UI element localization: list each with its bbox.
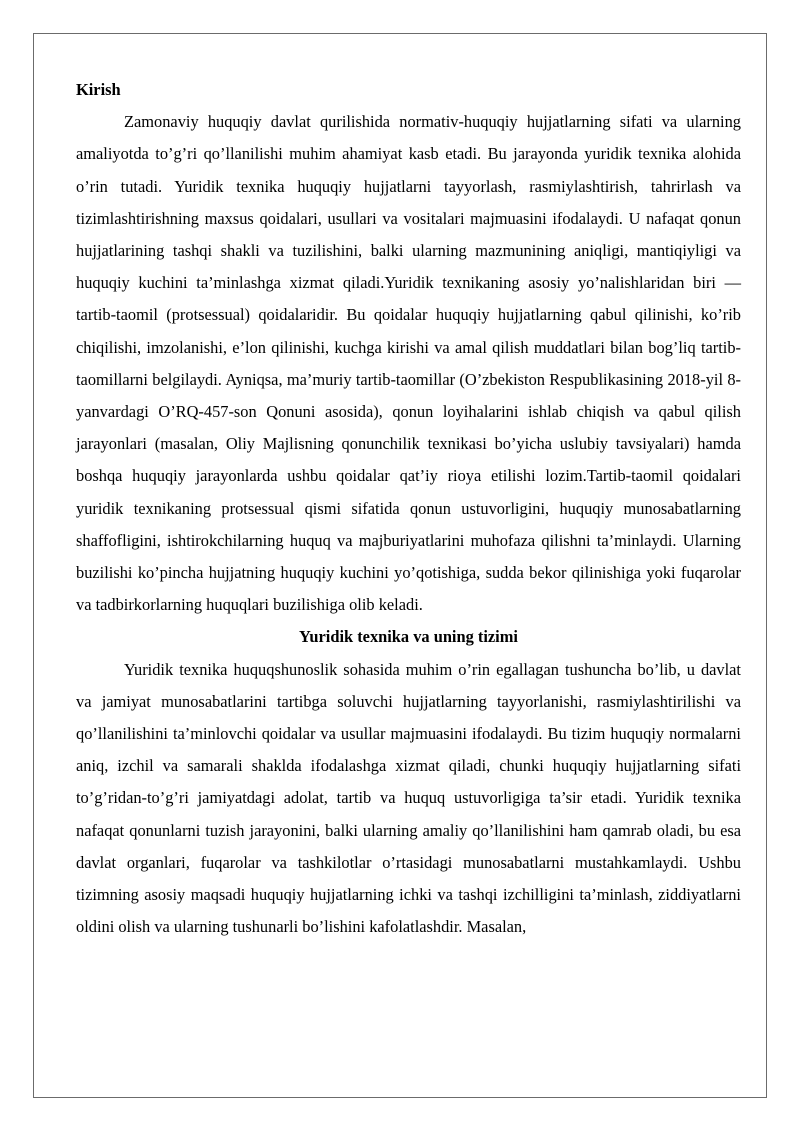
section-paragraph: Yuridik texnika huquqshunoslik sohasida muhim o’rin egallagan tushuncha bo’lib, u davlat va jamiyat munosabatlarini tartibga soluvchi hujjatlarning tayyorlanishi, rasmiylashtirilishi va qo’llanilishini ta’minlovchi qoidalar va usullar majmuasini ifodalaydi. Bu tizim huquqiy normalarni aniq, izchil va samarali shaklda ifodalashga xizmat qiladi, chunki huquqiy hujjatlarning sifati to’g’ridan-to’g’ri jamiyatdagi adolat, tartib va huquq ustuvorligiga ta’sir etadi. Yuridik texnika nafaqat qonunlarni tuzish jarayonini, balki ularning amaliy qo’llanilishini ham qamrab oladi, bu esa davlat organlari, fuqarolar va tashkilotlar o’rtasidagi munosabatlarni mustahkamlaydi. Ushbu tizimning asosiy maqsadi huquqiy hujjatlarning ichki va tashqi izchilligini ta’minlash, ziddiyatlarni oldini olish va ularning tushunarli bo’lishini kafolatlashdir. Masalan, (76, 659, 741, 937)
document-body (76, 74, 741, 943)
intro-heading: Kirish (76, 80, 121, 99)
section-heading: Yuridik texnika va uning tizimi (299, 627, 518, 647)
intro-paragraph: Zamonaviy huquqiy davlat qurilishida normativ-huquqiy hujjatlarning sifati va ularning amaliyotda to’g’ri qo’llanilishi muhim ahamiyat kasb etadi. Bu jarayonda yuridik texnika alohida o’rin tutadi. Yuridik texnika huquqiy hujjatlarni tayyorlash, rasmiylashtirish, tahrirlash va tizimlashtirishning maxsus qoidalari, usullari va vositalari majmuasini ifodalaydi. U nafaqat qonun hujjatlarining tashqi shakli va tuzilishini, balki ularning mazmunining aniqligi, mantiqiyligi va huquqiy kuchini ta’minlashga xizmat qiladi.Yuridik texnikaning asosiy yo’nalishlaridan biri — tartib-taomil (protsessual) qoidalaridir. Bu qoidalar huquqiy hujjatlarning qabul qilinishi, ko’rib chiqilishi, imzolanishi, e’lon qilinishi, kuchga kirishi va amal qilish muddatlari bilan bog’liq tartib-taomillarni belgilaydi. Ayniqsa, ma’muriy tartib-taomillar (O’zbekiston Respublikasining 2018-yil 8-yanvardagi O’RQ-457-son Qonuni asosida), qonun loyihalarini ishlab chiqish va qabul qilish jarayonlari (masalan, Oliy Majlisning qonunchilik texnikasi bo’yicha uslubiy tavsiyalari) hamda boshqa huquqiy jarayonlarda ushbu qoidalar qat’iy rioya etilishi lozim.Tartib-taomil qoidalari yuridik texnikaning protsessual qismi sifatida qonun ustuvorligini, huquqiy munosabatlarning shaffofligini, ishtirokchilarning huquq va majburiyatlarini muhofaza qilishni ta’minlaydi. Ularning buzilishi ko’pincha hujjatning huquqiy kuchini yo’qotishiga, sudda bekor qilinishiga yoki fuqarolar va tadbirkorlarning huquqlari buzilishiga olib keladi. (76, 112, 741, 615)
